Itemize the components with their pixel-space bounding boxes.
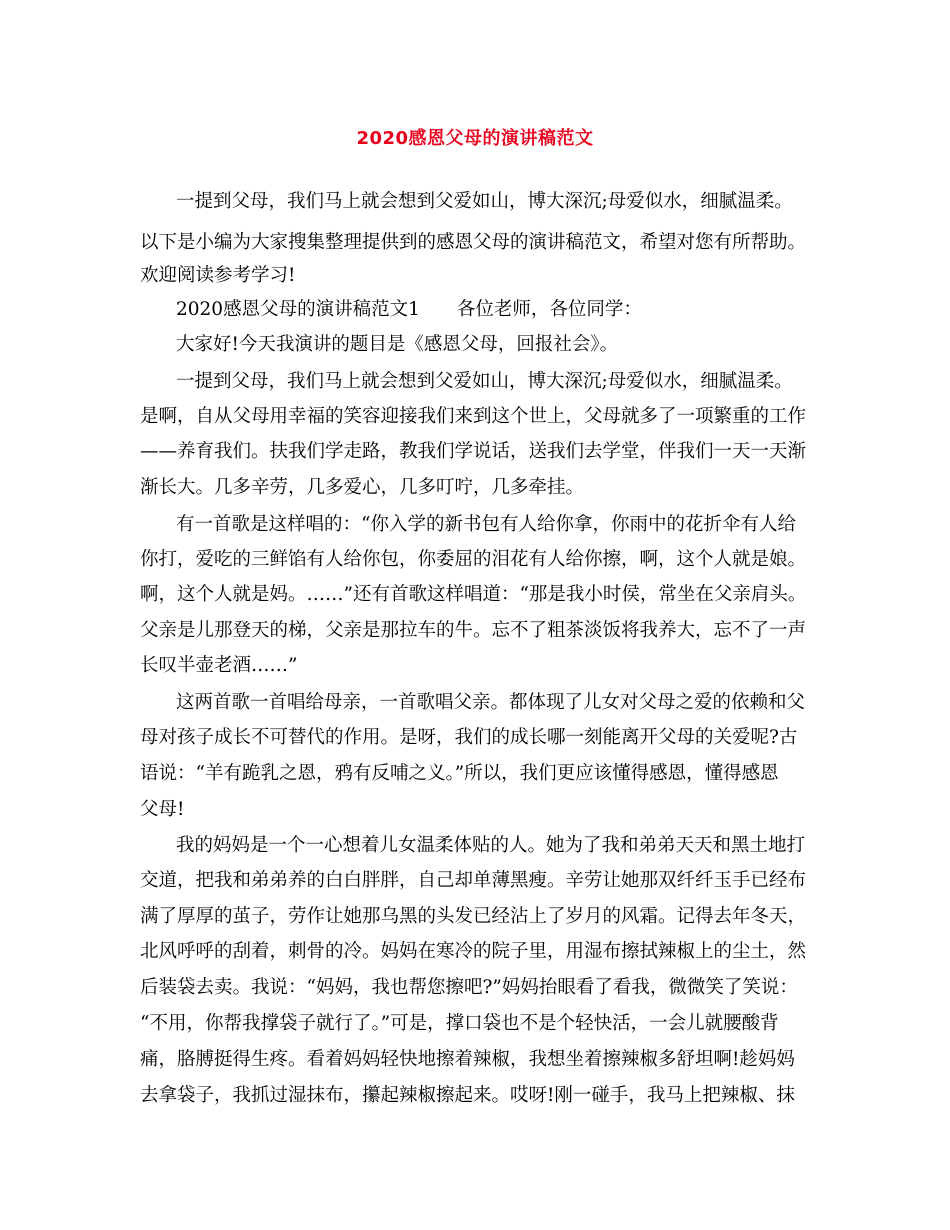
text-line: 父母!: [140, 799, 185, 820]
text-line: 满了厚厚的茧子，劳作让她那乌黑的头发已经沾上了岁月的风霜。记得去年冬天，: [140, 906, 807, 927]
text-line: 欢迎阅读参考学习!: [140, 265, 296, 286]
text-line: 以下是小编为大家搜集整理提供到的感恩父母的演讲稿范文，希望对您有所帮助。: [140, 232, 807, 253]
text-line: 有一首歌是这样唱的：“你入学的新书包有人给你拿，你雨中的花折伞有人给: [176, 514, 796, 535]
text-line: 你打，爱吃的三鲜馅有人给你包，你委屈的泪花有人给你擦，啊，这个人就是娘。: [140, 549, 807, 570]
text-line: 长叹半壶老酒……”: [140, 655, 298, 676]
text-line: 渐长大。几多辛劳，几多爱心，几多叮咛，几多牵挂。: [140, 477, 585, 498]
text-line: 一提到父母，我们马上就会想到父爱如山，博大深沉;母爱似水，细腻温柔。: [176, 371, 793, 392]
text-line: 母对孩子成长不可替代的作用。是呀，我们的成长哪一刻能离开父母的关爱呢?古: [140, 727, 798, 748]
text-line: ——养育我们。扶我们学走路，教我们学说话，送我们去学堂，伴我们一天一天渐: [140, 441, 807, 462]
document-title: 2020感恩父母的演讲稿范文: [356, 128, 594, 149]
text-line: “不用，你帮我撑袋子就行了。”可是，撑口袋也不是个轻快活，一会儿就腰酸背: [140, 1013, 779, 1034]
text-line: 这两首歌一首唱给母亲，一首歌唱父亲。都体现了儿女对父母之爱的依赖和父: [176, 692, 806, 713]
text-line: 大家好!今天我演讲的题目是《感恩父母，回报社会》。: [176, 334, 619, 355]
text-line: 交道，把我和弟弟养的白白胖胖，自己却单薄黑瘦。辛劳让她那双纤纤玉手已经布: [140, 870, 807, 891]
text-line: 语说：“羊有跪乳之恩，鸦有反哺之义。”所以，我们更应该懂得感恩，懂得感恩: [140, 763, 779, 784]
text-line: 北风呼呼的刮着，刺骨的冷。妈妈在寒冷的院子里，用湿布擦拭辣椒上的尘土，然: [140, 941, 807, 962]
text-line: 一提到父母，我们马上就会想到父爱如山，博大深沉;母爱似水，细腻温柔。: [176, 191, 793, 212]
text-line: 后装袋去卖。我说：“妈妈，我也帮您擦吧?”妈妈抬眼看了看我，微微笑了笑说：: [140, 977, 798, 998]
text-line: 2020感恩父母的演讲稿范文1 各位老师，各位同学：: [176, 299, 642, 320]
text-line: 去拿袋子，我抓过湿抹布，攥起辣椒擦起来。哎呀!刚一碰手，我马上把辣椒、抹: [140, 1085, 795, 1106]
text-line: 我的妈妈是一个一心想着儿女温柔体贴的人。她为了我和弟弟天天和黑土地打: [176, 835, 806, 856]
text-line: 父亲是儿那登天的梯，父亲是那拉车的牛。忘不了粗茶淡饭将我养大，忘不了一声: [140, 620, 807, 641]
text-line: 痛，胳膊挺得生疼。看着妈妈轻快地擦着辣椒，我想坐着擦辣椒多舒坦啊!趁妈妈: [140, 1049, 795, 1070]
text-line: 是啊，自从父母用幸福的笑容迎接我们来到这个世上，父母就多了一项繁重的工作: [140, 406, 807, 427]
text-line: 啊，这个人就是妈。……”还有首歌这样唱道：“那是我小时侯，常坐在父亲肩头。: [140, 584, 807, 605]
